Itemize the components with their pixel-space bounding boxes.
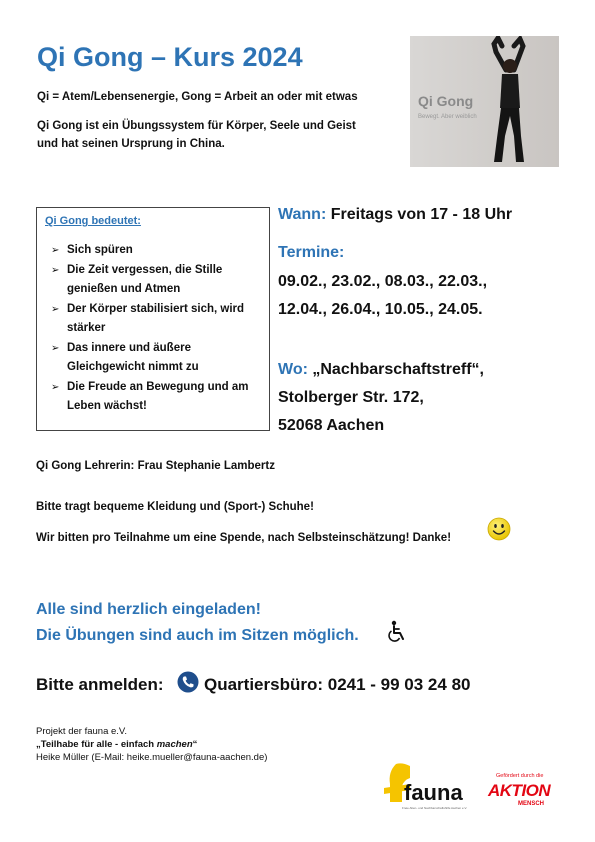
registration-contact: Quartiersbüro: 0241 - 99 03 24 80	[204, 675, 471, 694]
list-item: ➢ Das innere und äußere Gleichgewicht nimmt zu	[51, 339, 263, 378]
qi-gong-photo	[410, 36, 559, 167]
clothing-line: Bitte tragt bequeme Kleidung und (Sport-) Schuhe!	[36, 501, 314, 513]
mensch-wordmark: MENSCH	[518, 801, 545, 807]
arrow-bullet-icon: ➢	[51, 303, 60, 315]
photo-subcaption: Bewegt. Aber weiblich	[418, 114, 477, 120]
wheelchair-icon	[388, 620, 406, 642]
where-label: Wo:	[278, 361, 308, 378]
qi-gong-definition: Qi = Atem/Lebensenergie, Gong = Arbeit an oder mit etwas	[37, 91, 358, 103]
when-value: Freitags von 17 - 18 Uhr	[330, 206, 513, 223]
meaning-box	[36, 207, 270, 431]
donation-line: Wir bitten pro Teilnahme um eine Spende, nach Selbsteinschätzung! Danke!	[36, 532, 452, 544]
location-block	[278, 356, 484, 440]
smiley-icon	[487, 517, 511, 541]
dates-label: Termine:	[278, 244, 345, 261]
invitation	[36, 597, 359, 649]
intro-text: Qi Gong ist ein Übungssystem für Körper, Seele und Geist und hat seinen Ursprung in China.	[37, 120, 356, 150]
arrow-bullet-icon: ➢	[51, 245, 60, 256]
footer-project: Projekt der fauna e.V.	[36, 726, 128, 737]
registration-label: Bitte anmelden:	[36, 675, 164, 694]
arrow-bullet-icon: ➢	[51, 264, 60, 276]
arrow-bullet-icon: ➢	[51, 342, 60, 354]
list-item: ➢ Die Zeit vergessen, die Stille genießen und Atmen	[51, 261, 263, 300]
photo-caption: Qi Gong	[418, 93, 474, 109]
invitation-line: Alle sind herzlich eingeladen!	[36, 601, 261, 618]
footer-slogan: „Teilhabe für alle - einfach machen“	[36, 739, 198, 750]
fauna-wordmark: fauna	[404, 780, 463, 805]
footer-contact: Heike Müller (E-Mail: heike.mueller@fauna-aachen.de)	[36, 752, 268, 763]
aktion-funded-by: Gefördert durch die	[496, 773, 544, 779]
list-item: ➢ Die Freude an Bewegung und am Leben wächst!	[51, 378, 263, 417]
meaning-box-title: Qi Gong bedeutet:	[45, 215, 141, 227]
footer	[36, 725, 267, 764]
when-label: Wann:	[278, 206, 327, 223]
meaning-list	[51, 241, 263, 417]
dates-line: 09.02., 23.02., 08.03., 22.03.,	[278, 273, 488, 290]
aktion-wordmark: AKTION	[488, 781, 551, 800]
arrow-bullet-icon: ➢	[51, 381, 60, 393]
phone-icon	[177, 671, 199, 693]
dates-list	[278, 268, 487, 324]
where-venue: „Nachbarschaftstreff“,	[312, 361, 484, 378]
where-street: Stolberger Str. 172,	[278, 389, 424, 406]
fauna-subline: Freie Alten- und Nachbarschaftshilfe Aachen e.V.	[402, 806, 468, 810]
list-item: ➢ Sich spüren	[51, 241, 263, 261]
aktion-mensch-logo	[488, 773, 558, 813]
when-line	[278, 206, 512, 224]
page-title: Qi Gong – Kurs 2024	[37, 42, 303, 72]
list-item: ➢ Der Körper stabilisiert sich, wird stärker	[51, 300, 263, 339]
invitation-line: Die Übungen sind auch im Sitzen möglich.	[36, 627, 359, 644]
where-city: 52068 Aachen	[278, 417, 385, 434]
teacher-line: Qi Gong Lehrerin: Frau Stephanie Lambertz	[36, 460, 275, 472]
dates-line: 12.04., 26.04., 10.05., 24.05.	[278, 301, 483, 318]
fauna-logo	[380, 762, 475, 812]
